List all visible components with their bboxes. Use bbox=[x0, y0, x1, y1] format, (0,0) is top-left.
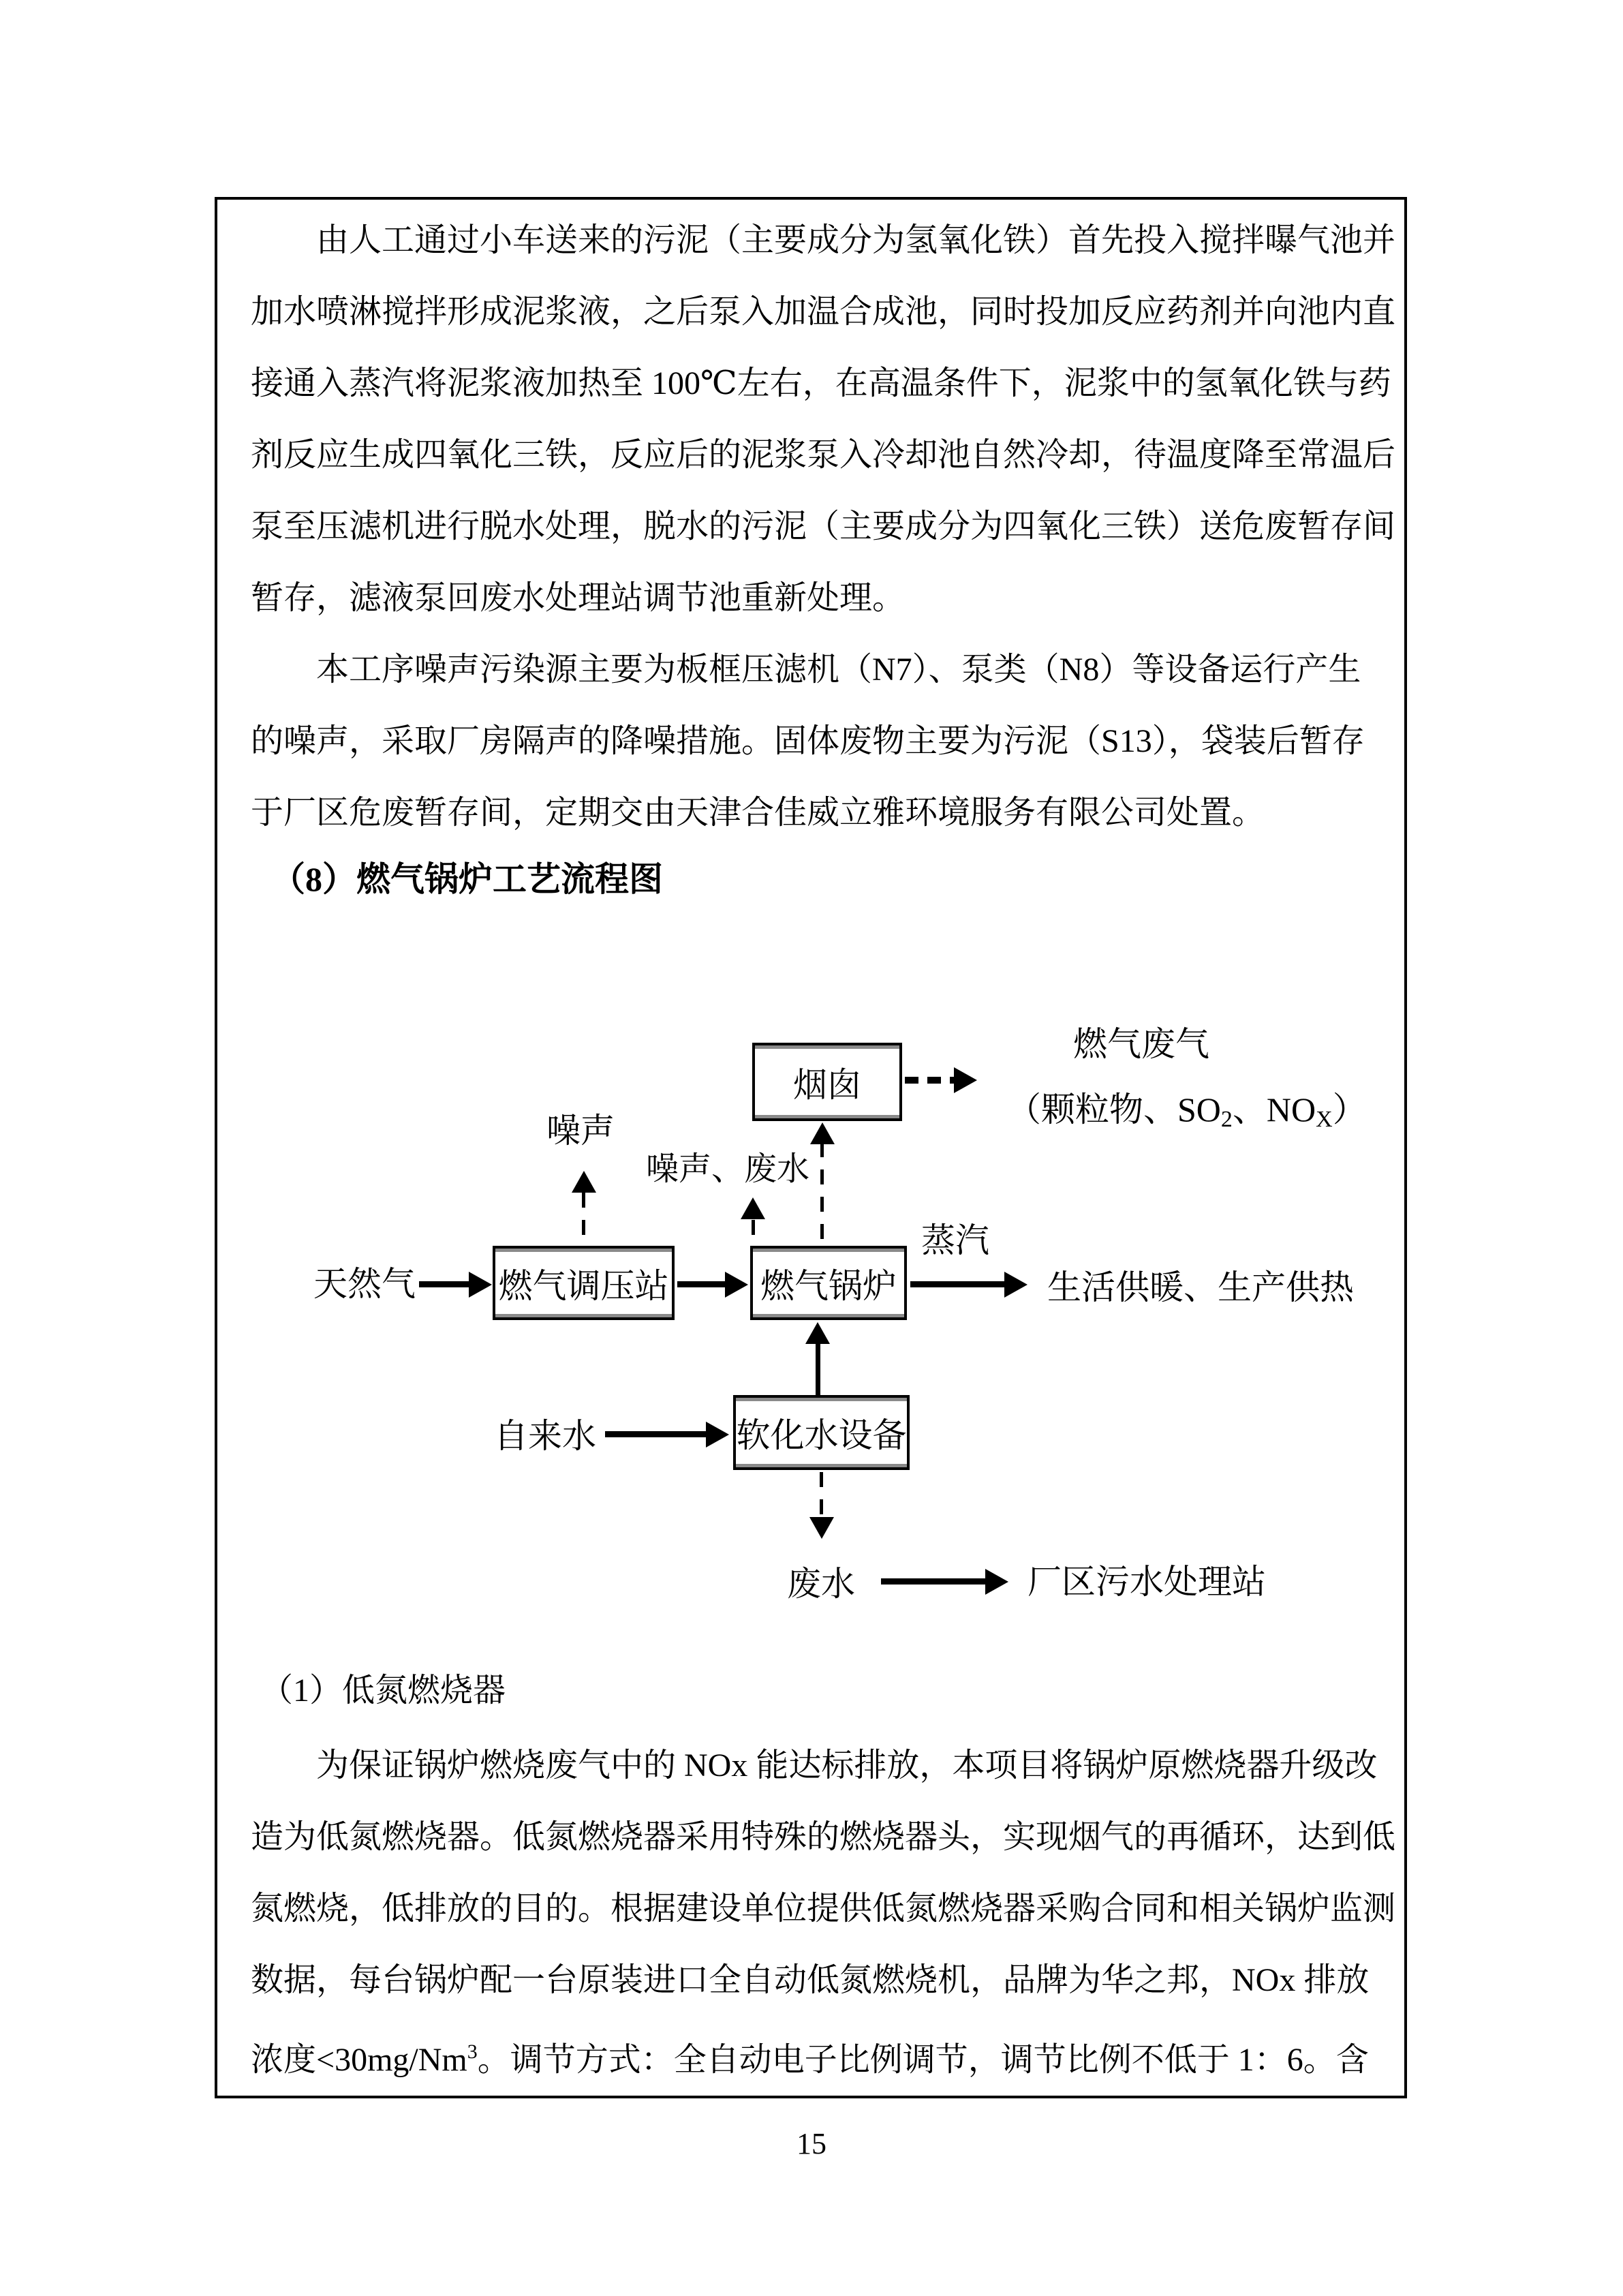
arrowhead-boiler-to-heat bbox=[1004, 1272, 1027, 1298]
text-line: 本工序噪声污染源主要为板框压滤机（N7）、泵类（N8）等设备运行产生 bbox=[316, 652, 1361, 688]
diagram-box-gas-boiler bbox=[750, 1246, 907, 1320]
nm3-superscript: 3 bbox=[467, 2040, 478, 2063]
arrow-wastewater-to-station bbox=[881, 1578, 988, 1585]
arrowhead-chimney-fluegas bbox=[954, 1067, 977, 1093]
text-line-superscript: 浓度$<30mg/Nm^3$。调节方式：全自动电子比例调节，调节比例不低于 1：6。含 bbox=[251, 2040, 1369, 2078]
noise-label: 噪声 bbox=[546, 1112, 615, 1150]
paragraph-noise-waste bbox=[251, 634, 1365, 848]
nox-subscript: X bbox=[1316, 1107, 1333, 1132]
paragraph-sludge-process bbox=[251, 204, 1395, 634]
text-line: 氮燃烧，低排放的目的。根据建设单位提供低氮燃烧器采购合同和相关锅炉监测 bbox=[251, 1891, 1396, 1927]
flue-gas-detail-label: （颗粒物、$SO_2$、$NO_X$） bbox=[1007, 1090, 1367, 1132]
arrow-regulator-to-boiler bbox=[677, 1281, 728, 1287]
section-heading-1: （1）低氮燃烧器 bbox=[260, 1672, 506, 1709]
dashed-arrow-chimney-fluegas bbox=[905, 1077, 955, 1084]
flue-gas-label: 燃气废气 bbox=[1073, 1025, 1209, 1063]
arrowhead-regulator-noise bbox=[572, 1171, 596, 1193]
text-line: 加水喷淋搅拌形成泥浆液，之后泵入加温合成池，同时投加反应药剂并向池内直 bbox=[251, 294, 1396, 330]
arrowhead-boiler-noise bbox=[741, 1197, 765, 1219]
arrow-tapwater-to-softener bbox=[605, 1431, 709, 1437]
arrowhead-boiler-chimney bbox=[810, 1122, 835, 1144]
arrowhead-softener-wastewater bbox=[809, 1517, 834, 1539]
sewage-station-label: 厂区污水处理站 bbox=[1027, 1563, 1266, 1601]
so2-subscript: 2 bbox=[1220, 1107, 1233, 1132]
steam-label: 蒸汽 bbox=[921, 1221, 989, 1259]
text-line: 为保证锅炉燃烧废气中的 NOx 能达标排放，本项目将锅炉原燃烧器升级改 bbox=[316, 1747, 1378, 1784]
tap-water-label: 自来水 bbox=[494, 1417, 596, 1455]
heat-supply-label: 生活供暖、生产供热 bbox=[1047, 1268, 1354, 1306]
text-line: 剂反应生成四氧化三铁，反应后的泥浆泵入冷却池自然冷却，待温度降至常温后 bbox=[251, 437, 1396, 473]
chimney-label: 烟囱 bbox=[793, 1065, 861, 1104]
arrow-softener-to-boiler bbox=[816, 1344, 820, 1395]
text-line: 暂存，滤液泵回废水处理站调节池重新处理。 bbox=[251, 580, 906, 616]
arrowhead-softener-to-boiler bbox=[805, 1322, 830, 1344]
paragraph-low-nox-burner bbox=[251, 1730, 1395, 2087]
text-line: 数据，每台锅炉配一台原装进口全自动低氮燃烧机，品牌为华之邦，NOx 排放 bbox=[251, 1962, 1370, 1998]
dashed-arrow-boiler-noise bbox=[752, 1220, 755, 1246]
natural-gas-label: 天然气 bbox=[313, 1265, 416, 1303]
dashed-arrow-softener-wastewater bbox=[820, 1472, 823, 1516]
arrow-naturalgas-to-regulator bbox=[419, 1281, 474, 1287]
text-line: 由人工通过小车送来的污泥（主要成分为氢氧化铁）首先投入搅拌曝气池并 bbox=[316, 222, 1396, 258]
noise-wastewater-label: 噪声、废水 bbox=[646, 1151, 810, 1187]
text-line: 的噪声，采取厂房隔声的降噪措施。固体废物主要为污泥（S13），袋装后暂存 bbox=[251, 723, 1365, 759]
text-line: 接通入蒸汽将泥浆液加热至 100℃左右，在高温条件下，泥浆中的氢氧化铁与药 bbox=[251, 365, 1391, 401]
arrowhead-regulator-to-boiler bbox=[725, 1272, 748, 1298]
arrow-boiler-to-heat bbox=[910, 1281, 1007, 1287]
text-line: 于厂区危废暂存间，定期交由天津合佳威立雅环境服务有限公司处置。 bbox=[251, 795, 1265, 831]
page-number: 15 bbox=[797, 2127, 826, 2160]
water-softener-label: 软化水设备 bbox=[736, 1416, 907, 1454]
diagram-box-water-softener bbox=[733, 1395, 910, 1470]
arrowhead-wastewater-to-station bbox=[985, 1569, 1008, 1595]
text-line: 泵至压滤机进行脱水处理，脱水的污泥（主要成分为四氧化三铁）送危废暂存间 bbox=[251, 508, 1396, 545]
diagram-box-chimney bbox=[752, 1043, 902, 1121]
text-line: 造为低氮燃烧器。低氮燃烧器采用特殊的燃烧器头，实现烟气的再循环，达到低 bbox=[251, 1819, 1396, 1855]
section-heading-8: （8）燃气锅炉工艺流程图 bbox=[271, 860, 663, 898]
arrowhead-tapwater-to-softener bbox=[706, 1422, 729, 1448]
wastewater-label: 废水 bbox=[787, 1565, 855, 1603]
diagram-box-gas-regulator bbox=[493, 1246, 675, 1320]
dashed-arrow-regulator-noise bbox=[582, 1193, 585, 1246]
gas-boiler-label: 燃气锅炉 bbox=[760, 1266, 897, 1305]
gas-regulator-label: 燃气调压站 bbox=[498, 1266, 669, 1305]
dashed-arrow-boiler-chimney bbox=[820, 1142, 824, 1246]
arrowhead-naturalgas-to-regulator bbox=[469, 1272, 492, 1298]
